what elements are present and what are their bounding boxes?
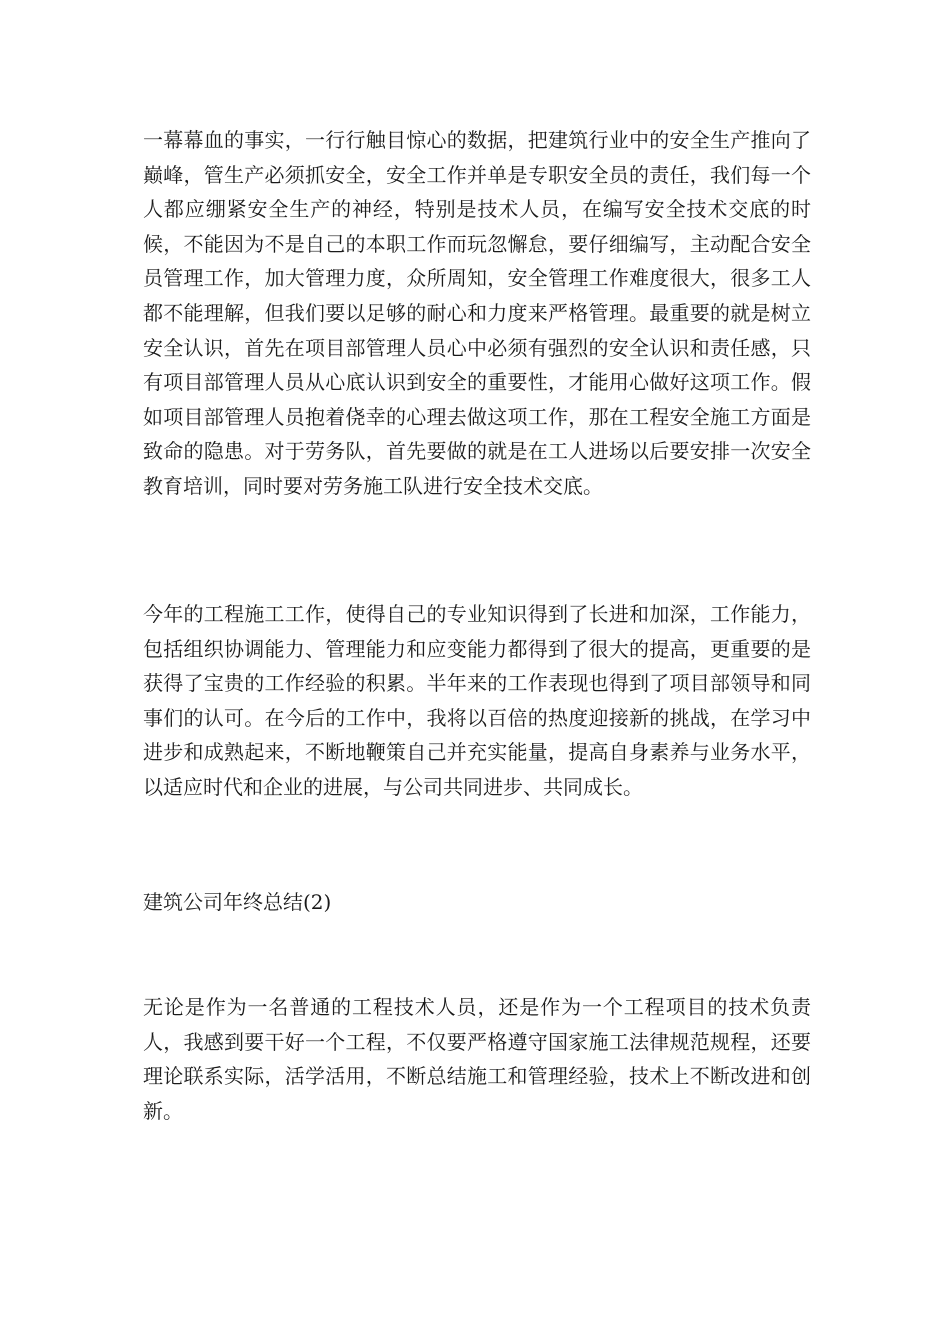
paragraph-safety-management: 一幕幕血的事实，一行行触目惊心的数据，把建筑行业中的安全生产推向了巅峰，管生产必须抓安全，安全工作并单是专职安全员的责任，我们每一个人都应绷紧安全生产的神经，特别是技术人员，在编写安全技术交底的时候，不能因为不是自己的本职工作而玩忽懈怠，要仔细编写，主动配合安全员管理工作，加大管理力度，众所周知，安全管理工作难度很大，很多工人都不能理解，但我们要以足够的耐心和力度来严格管理。最重要的就是树立安全认识，首先在项目部管理人员心中必须有强烈的安全认识和责任感，只有项目部管理人员从心底认识到安全的重要性，才能用心做好这项工作。假如项目部管理人员抱着侥幸的心理去做这项工作，那在工程安全施工方面是致命的隐患。对于劳务队，首先要做的就是在工人进场以后要安排一次安全教育培训，同时要对劳务施工队进行安全技术交底。 (143, 128, 811, 498)
section-heading: 建筑公司年终总结(2) (143, 890, 332, 914)
paragraph-technical-lead: 无论是作为一名普通的工程技术人员，还是作为一个工程项目的技术负责人，我感到要干好一个工程，不仅要严格遵守国家施工法律规范规程，还要理论联系实际，活学活用，不断总结施工和管理经验，技术上不断改进和创新。 (143, 995, 811, 1123)
paragraph-year-summary: 今年的工程施工工作，使得自己的专业知识得到了长进和加深，工作能力，包括组织协调能力、管理能力和应变能力都得到了很大的提高，更重要的是获得了宝贵的工作经验的积累。半年来的工作表现也得到了项目部领导和同事们的认可。在今后的工作中，我将以百倍的热度迎接新的挑战，在学习中进步和成熟起来，不断地鞭策自己并充实能量，提高自身素养与业务水平，以适应时代和企业的进展，与公司共同进步、共同成长。 (143, 602, 811, 799)
